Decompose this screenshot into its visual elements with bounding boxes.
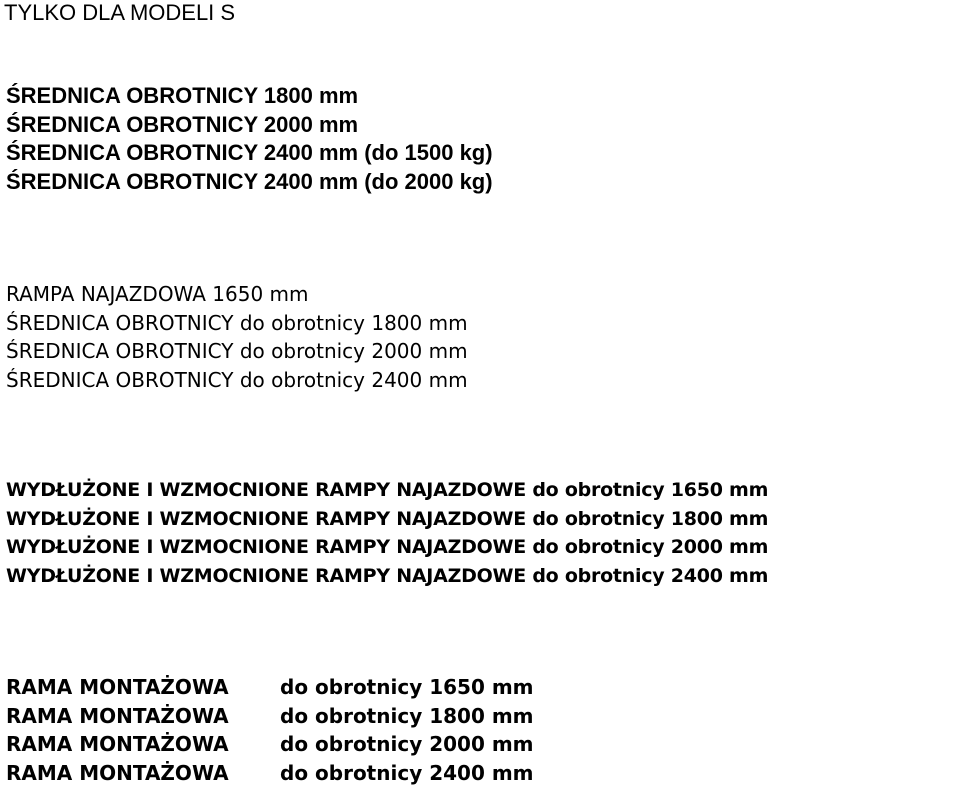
- list-item: ŚREDNICA OBROTNICY 1800 mm: [6, 83, 359, 108]
- list-item: ŚREDNICA OBROTNICY do obrotnicy 1800 mm: [6, 310, 468, 335]
- list-item: ŚREDNICA OBROTNICY do obrotnicy 2000 mm: [6, 339, 468, 363]
- list-item: WYDŁUŻONE I WZMOCNIONE RAMPY NAJAZDOWE do obrotnicy 1800 mm: [6, 507, 769, 530]
- list-item: ŚREDNICA OBROTNICY 2400 mm (do 1500 kg): [6, 140, 493, 165]
- list-item: [6, 759, 534, 787]
- item-detail: do obrotnicy 1650 mm: [280, 675, 534, 699]
- extended-ramps-list: [6, 476, 768, 590]
- mounting-frame-list: [6, 673, 534, 787]
- item-detail: do obrotnicy 2400 mm: [280, 760, 534, 785]
- item-detail: do obrotnicy 2000 mm: [280, 732, 534, 756]
- list-item: ŚREDNICA OBROTNICY do obrotnicy 2400 mm: [6, 367, 468, 392]
- list-item: ŚREDNICA OBROTNICY 2000 mm: [6, 111, 359, 137]
- list-item: WYDŁUŻONE I WZMOCNIONE RAMPY NAJAZDOWE do obrotnicy 2400 mm: [6, 564, 769, 587]
- list-item: ŚREDNICA OBROTNICY 2400 mm (do 2000 kg): [6, 168, 493, 194]
- list-item: [6, 730, 534, 759]
- list-item: WYDŁUŻONE I WZMOCNIONE RAMPY NAJAZDOWE do obrotnicy 2000 mm: [6, 536, 769, 558]
- item-name: RAMA MONTAŻOWA: [6, 675, 229, 699]
- turntable-diameter-list: [6, 82, 493, 196]
- list-item: [6, 702, 534, 731]
- list-item: RAMPA NAJAZDOWA 1650 mm: [6, 282, 309, 306]
- list-item: WYDŁUŻONE I WZMOCNIONE RAMPY NAJAZDOWE do obrotnicy 1650 mm: [6, 479, 769, 501]
- item-name: RAMA MONTAŻOWA: [6, 703, 229, 728]
- list-item: [6, 673, 534, 702]
- page-title: TYLKO DLA MODELI S: [4, 0, 236, 25]
- item-detail: do obrotnicy 1800 mm: [280, 703, 534, 728]
- item-name: RAMA MONTAŻOWA: [6, 732, 229, 756]
- ramp-list: [6, 280, 468, 394]
- item-name: RAMA MONTAŻOWA: [6, 760, 229, 785]
